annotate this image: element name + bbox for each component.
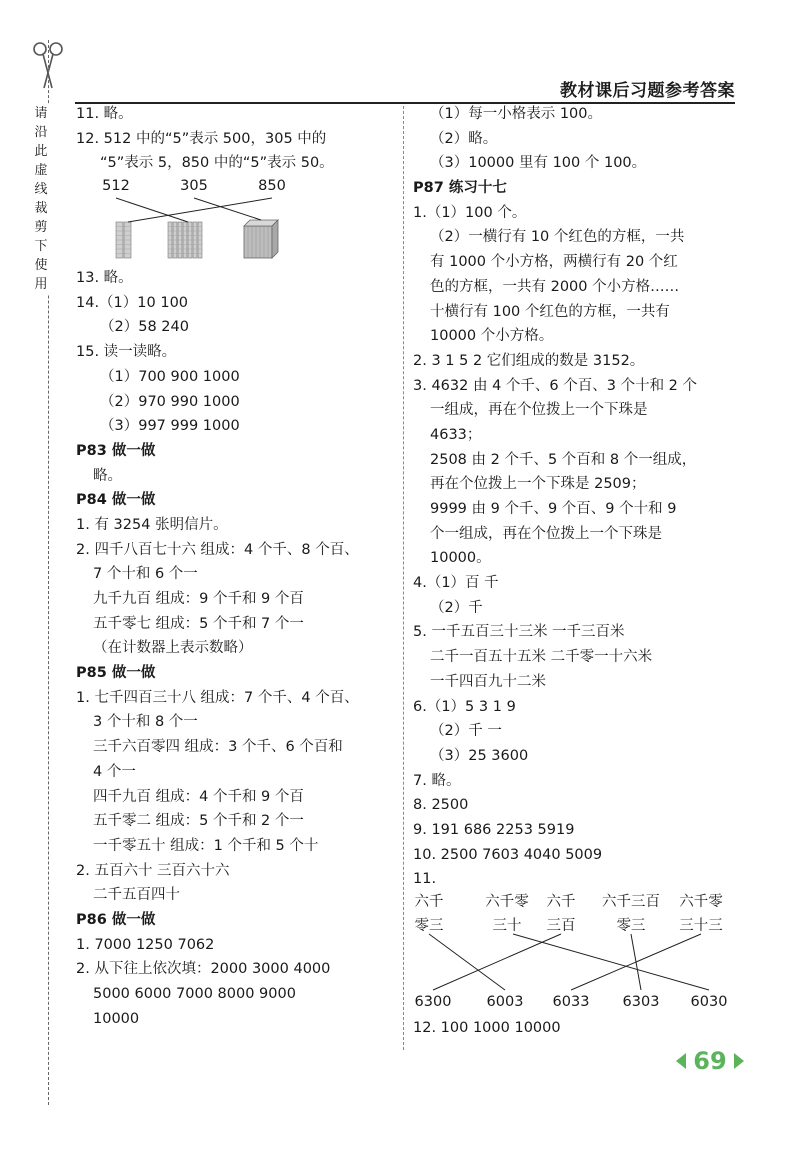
answer-line: 1. 有 3254 张明信片。 xyxy=(76,516,228,533)
answer-line: 个一组成，再在个位拨上一个下珠是 xyxy=(430,525,662,542)
answer-line: 2. 五百六十 三百六十六 xyxy=(76,862,230,879)
answer-line: （2）千 xyxy=(430,599,483,616)
cut-instruction-char: 沿 xyxy=(34,125,48,140)
column-divider xyxy=(403,106,404,1050)
answer-line: （在计数器上表示数略） xyxy=(93,640,253,657)
place-value-blocks xyxy=(168,222,202,258)
answer-line: 15. 读一读略。 xyxy=(76,344,177,361)
section-heading: P84 做一做 xyxy=(76,492,156,509)
answer-line: 10000 xyxy=(93,1010,140,1027)
cut-instruction xyxy=(30,104,52,294)
place-value-blocks xyxy=(116,222,131,258)
answer-line: （2）58 240 xyxy=(100,319,189,336)
answer-line: （3）10000 里有 100 个 100。 xyxy=(430,155,647,172)
cut-instruction-char: 虚 xyxy=(34,163,48,178)
section-heading: P86 做一做 xyxy=(76,911,156,928)
page-title: 教材课后习题参考答案 xyxy=(560,81,735,101)
answer-line: 2. 从下往上依次填：2000 3000 4000 xyxy=(76,961,331,978)
answer-line: 14.（1）10 100 xyxy=(76,294,189,311)
answer-line: 10000。 xyxy=(430,550,491,567)
answer-line: 色的方框，一共有 2000 个小方格…… xyxy=(430,278,680,295)
answer-line: 5. 一千五百三十三米 一千三百米 xyxy=(413,624,625,641)
answer-line: 略。 xyxy=(93,467,122,484)
number-label: 512 xyxy=(102,178,130,195)
chinese-number-label: 三百 xyxy=(546,918,576,934)
answer-line: （2）略。 xyxy=(430,130,498,147)
page-header xyxy=(75,76,735,100)
cut-instruction-char: 请 xyxy=(34,106,48,121)
thousand-cube xyxy=(244,220,278,258)
number-label: 6303 xyxy=(622,994,660,1010)
cut-instruction-char: 裁 xyxy=(34,201,48,216)
answer-line: 8. 2500 xyxy=(413,797,469,814)
answer-line: 二千五百四十 xyxy=(93,887,180,904)
answer-line: 11. 略。 xyxy=(76,106,133,122)
cut-instruction-char: 使 xyxy=(34,258,48,273)
answer-line: 7. 略。 xyxy=(413,772,461,789)
answer-line: 一千零五十 组成：1 个千和 5 个十 xyxy=(93,837,319,854)
matching-line xyxy=(571,934,701,990)
answer-line: （1）700 900 1000 xyxy=(100,368,240,385)
chinese-number-label: 零三 xyxy=(414,918,444,934)
answer-line: 9. 191 686 2253 5919 xyxy=(413,821,575,838)
triangle-left-icon xyxy=(676,1053,686,1069)
answer-line: 再在个位拨上一个下珠是 2509； xyxy=(430,476,646,493)
answer-line: 9999 由 9 个千、9 个百、9 个十和 9 xyxy=(430,501,677,517)
number-label: 6300 xyxy=(414,994,452,1010)
cut-instruction-char: 下 xyxy=(34,239,48,254)
answer-line: 一千四百九十二米 xyxy=(430,673,546,690)
left-column xyxy=(76,102,396,1031)
section-heading: P87 练习十七 xyxy=(413,180,507,197)
answer-line: 九千九百 组成：9 个千和 9 个百 xyxy=(93,591,304,607)
answer-line: 1.（1）100 个。 xyxy=(413,204,527,221)
answer-line: 五千零二 组成：5 个千和 2 个一 xyxy=(93,813,304,830)
answer-line: （2）970 990 1000 xyxy=(100,393,240,410)
matching-line xyxy=(433,934,561,990)
number-label: 6003 xyxy=(486,994,524,1010)
answer-line: 4.（1）百 千 xyxy=(413,575,499,592)
matching-diagram-11 xyxy=(413,892,735,1016)
matching-diagram-12 xyxy=(76,176,396,266)
answer-line: 四千九百 组成：4 个千和 9 个百 xyxy=(93,788,304,805)
answer-line: （1）每一小格表示 100。 xyxy=(430,106,603,122)
answer-line: 3. 4632 由 4 个千、6 个百、3 个十和 2 个 xyxy=(413,377,698,394)
triangle-right-icon xyxy=(734,1053,744,1069)
chinese-number-label: 三十 xyxy=(492,918,522,934)
answer-line: 6.（1）5 3 1 9 xyxy=(413,698,516,715)
chinese-number-label: 六千三百 xyxy=(602,894,660,910)
answer-line: 五千零七 组成：5 个千和 7 个一 xyxy=(93,615,304,632)
chinese-number-label: 六千 xyxy=(546,894,576,910)
answer-line: 十横行有 100 个红色的方框，一共有 xyxy=(430,303,670,320)
answer-line: “5”表示 5，850 中的“5”表示 50。 xyxy=(100,155,334,172)
right-column xyxy=(413,102,735,1041)
answer-line: 10. 2500 7603 4040 5009 xyxy=(413,846,603,863)
page-number: 69 xyxy=(693,1047,727,1075)
number-label: 6030 xyxy=(690,994,728,1010)
answer-line: 10000 个小方格。 xyxy=(430,328,554,345)
number-label: 305 xyxy=(180,178,208,195)
matching-line xyxy=(429,934,505,990)
chinese-number-label: 六千 xyxy=(414,894,444,910)
cut-instruction-char: 线 xyxy=(34,182,48,197)
answer-line: 13. 略。 xyxy=(76,270,133,287)
answer-line: 12. 100 1000 10000 xyxy=(413,1020,561,1036)
answer-line: 4633； xyxy=(430,426,482,443)
chinese-number-label: 六千零 xyxy=(679,894,723,910)
matching-line xyxy=(128,198,272,222)
answer-line: 1. 七千四百三十八 组成：7 个千、4 个百、 xyxy=(76,689,359,706)
answer-line: （3）25 3600 xyxy=(430,747,529,764)
answer-line: （3）997 999 1000 xyxy=(100,418,240,435)
chinese-number-label: 三十三 xyxy=(679,918,723,934)
cut-instruction-char: 剪 xyxy=(34,220,48,235)
page-number-badge xyxy=(676,1046,744,1076)
answer-line: 5000 6000 7000 8000 9000 xyxy=(93,986,296,1002)
answer-line: （2）一横行有 10 个红色的方框，一共 xyxy=(430,229,685,246)
answer-line: 二千一百五十五米 二千零一十六米 xyxy=(430,649,653,666)
number-label: 850 xyxy=(258,178,286,195)
answer-line: 一组成，再在个位拨上一个下珠是 xyxy=(430,402,648,419)
chinese-number-label: 六千零 xyxy=(485,894,529,910)
answer-line: 2. 3 1 5 2 它们组成的数是 3152。 xyxy=(413,352,645,369)
cut-instruction-char: 此 xyxy=(34,144,48,159)
answer-line: 11. xyxy=(413,871,437,888)
section-heading: P85 做一做 xyxy=(76,665,156,682)
answer-line: 4 个一 xyxy=(93,763,136,780)
answer-line: 2. 四千八百七十六 组成：4 个千、8 个百、 xyxy=(76,541,359,558)
answer-line: 有 1000 个小方格，两横行有 20 个红 xyxy=(430,254,678,271)
chinese-number-label: 零三 xyxy=(616,918,646,934)
cut-instruction-char: 用 xyxy=(34,277,48,292)
answer-line: 3 个十和 8 个一 xyxy=(93,714,198,731)
answer-line: 1. 7000 1250 7062 xyxy=(76,936,215,953)
answer-line: 7 个十和 6 个一 xyxy=(93,566,198,583)
answer-line: 三千六百零四 组成：3 个千、6 个百和 xyxy=(93,739,343,756)
section-heading: P83 做一做 xyxy=(76,442,156,459)
answer-line: （2）千 一 xyxy=(430,723,502,740)
number-label: 6033 xyxy=(552,994,590,1010)
answer-line: 12. 512 中的“5”表示 500，305 中的 xyxy=(76,130,327,147)
answer-line: 2508 由 2 个千、5 个百和 8 个一组成， xyxy=(430,451,697,468)
